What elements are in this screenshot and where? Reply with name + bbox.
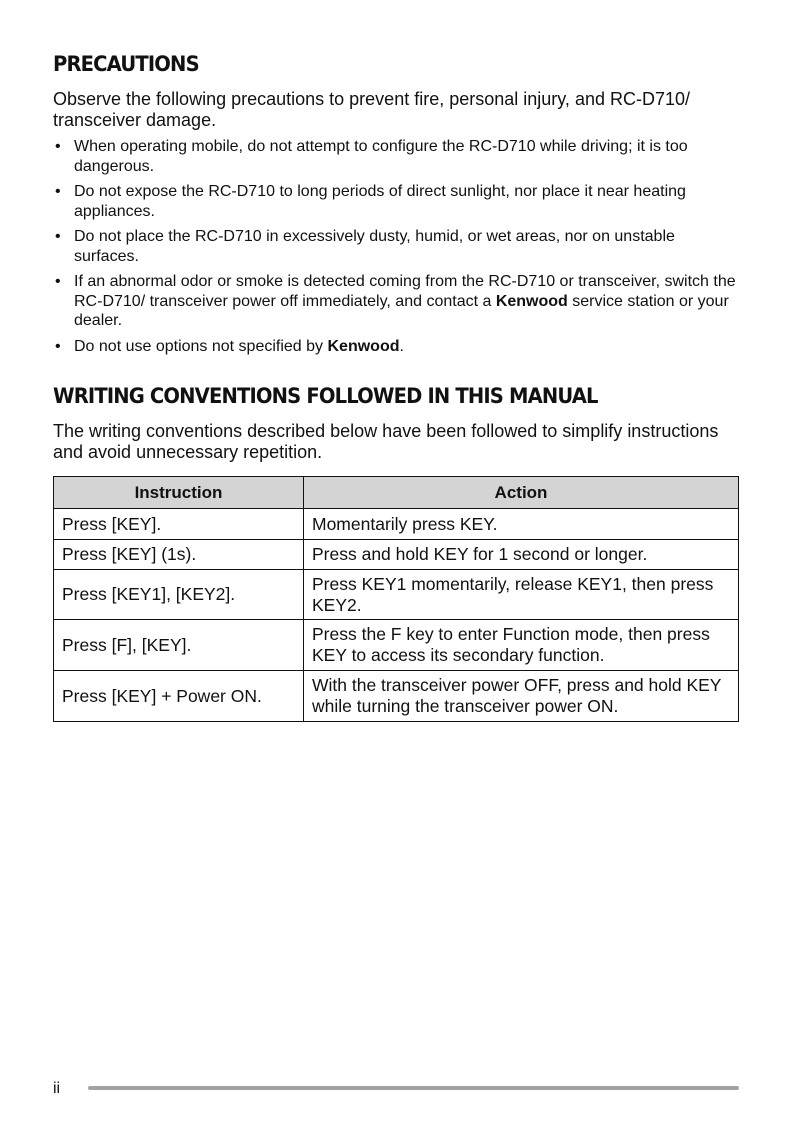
conventions-table bbox=[53, 476, 739, 722]
table-row bbox=[54, 620, 739, 671]
bullet-icon: • bbox=[55, 183, 61, 200]
instruction-cell: Press [F], [KEY]. bbox=[54, 620, 304, 671]
precautions-heading: PRECAUTIONS bbox=[53, 52, 199, 76]
table-row bbox=[54, 509, 739, 540]
list-item bbox=[53, 272, 743, 331]
list-item-text: If an abnormal odor or smoke is detected coming from the RC-D710 or transceiver, switch the RC-D710/ transceiver power off immediately, and contact a bbox=[74, 273, 736, 310]
precautions-intro: Observe the following precautions to prevent fire, personal injury, and RC-D710/ transceiver damage. bbox=[53, 89, 690, 130]
page-number: ii bbox=[53, 1080, 61, 1097]
list-item-text: Do not expose the RC-D710 to long periods of direct sunlight, nor place it near heating appliances. bbox=[74, 183, 686, 220]
instruction-cell: Press [KEY] (1s). bbox=[54, 540, 304, 570]
list-item-text: . bbox=[399, 337, 404, 355]
table-row bbox=[54, 540, 739, 570]
list-item bbox=[53, 137, 743, 176]
precautions-list bbox=[53, 137, 743, 362]
bullet-icon: • bbox=[55, 273, 61, 290]
column-header-action: Action bbox=[304, 477, 739, 509]
table-row bbox=[54, 671, 739, 722]
action-cell: Press the F key to enter Function mode, then press KEY to access its secondary function. bbox=[304, 620, 739, 671]
list-item-text: service station or your dealer. bbox=[74, 292, 729, 329]
table-header-row bbox=[54, 477, 739, 509]
list-item bbox=[53, 182, 743, 221]
brand-name: Kenwood bbox=[327, 337, 400, 355]
bullet-icon: • bbox=[55, 228, 61, 245]
list-item-text: When operating mobile, do not attempt to configure the RC-D710 while driving; it is too dangerous. bbox=[74, 138, 688, 175]
list-item-text: Do not place the RC-D710 in excessively dusty, humid, or wet areas, nor on unstable surfaces. bbox=[74, 228, 675, 265]
brand-name: Kenwood bbox=[495, 292, 568, 310]
instruction-cell: Press [KEY] + Power ON. bbox=[54, 671, 304, 722]
conventions-intro: The writing conventions described below have been followed to simplify instructions and avoid unnecessary repetition. bbox=[53, 421, 719, 462]
action-cell: Press and hold KEY for 1 second or longer. bbox=[304, 540, 739, 570]
table-row bbox=[54, 570, 739, 620]
footer-rule bbox=[88, 1086, 739, 1090]
action-cell: Momentarily press KEY. bbox=[304, 509, 739, 540]
instruction-cell: Press [KEY]. bbox=[54, 509, 304, 540]
list-item-text: Do not use options not specified by bbox=[74, 337, 328, 355]
bullet-icon: • bbox=[55, 138, 61, 155]
action-cell: Press KEY1 momentarily, release KEY1, then press KEY2. bbox=[304, 570, 739, 620]
list-item bbox=[53, 227, 743, 266]
action-cell: With the transceiver power OFF, press and hold KEY while turning the transceiver power ON. bbox=[304, 671, 739, 722]
column-header-instruction: Instruction bbox=[54, 477, 304, 509]
bullet-icon: • bbox=[55, 337, 61, 355]
instruction-cell: Press [KEY1], [KEY2]. bbox=[54, 570, 304, 620]
list-item bbox=[53, 337, 743, 357]
conventions-heading: WRITING CONVENTIONS FOLLOWED IN THIS MANUAL bbox=[53, 384, 598, 408]
